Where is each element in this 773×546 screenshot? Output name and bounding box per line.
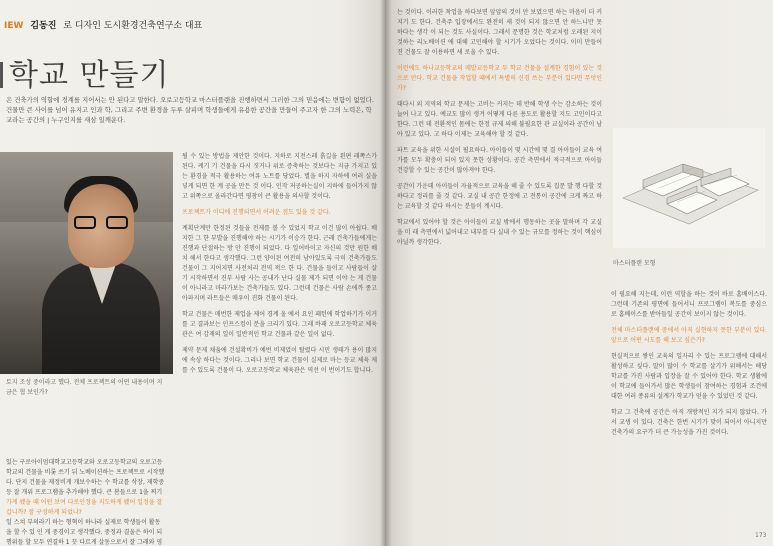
right-body-column-2 xyxy=(611,290,767,540)
article-title xyxy=(0,50,169,94)
article-kicker xyxy=(4,18,202,31)
interviewee-photo xyxy=(0,152,173,374)
right-page xyxy=(385,0,773,546)
left-body-column xyxy=(182,152,377,542)
right-body-column-1 xyxy=(397,8,602,538)
body-paragraph: 학교 그 건축에 공간은 아직 개방적인 지가 되지 않았다. 가서 교생 이 있다. 건축은 한번 시기가 맞이 되어서 아니지만 건축가의 요구가 더 큰 가능성을 가진 것이다. xyxy=(611,409,767,436)
article-title-text: 학교 만들기 xyxy=(9,58,170,93)
body-question: 이런에도 하나교등학교의 매발교등학교 두 학교 건물을 설계한 경험이 있는 것으로 안다. 학교 건물을 작업할 때에서 특별히 신경 쓰는 부분이 있다면 무엇인가? xyxy=(397,65,602,92)
body-paragraph: 파트 교육을 위한 시설이 필요하다. 아이들이 몇 시간에 몇 결 아이들이 교육 여가를 모두 확충이 되어 있지 못한 상황이다. 공간 측면에서 적극적으로 아이들 건강할 수 있는 공간이 많아져야 한다. xyxy=(397,147,602,174)
interviewee-affiliation: 로 디자인 도시환경건축연구소 대표 xyxy=(63,21,203,31)
article-lead: 은 건축가의 역할에 경계를 지어서는 안 된다고 말한다. 오로고등학교 마스터플랜을 진행하면서 그러한 그의 믿음에는 변함이 없었다. 건물만 큰 사이를 넘어 유지고 인과 학, 그리고 주변 환경을 두루 살피며 학생들에게 유용한 공간을 만들어 주고자 한 그의 노력은, 학교라는 공간의 | 누구인지를 새삼 일깨운다. xyxy=(6,96,374,124)
masterplan-model-image xyxy=(613,128,765,248)
page-number: 173 xyxy=(755,532,767,539)
left-question-2: 가게 됐을 때 어떤 보여 다로인정을 지도하게 됐어 일정을 잘 갑니까? 잘 구성하게 되었나? xyxy=(6,499,163,516)
model-caption: 마스터플랜 모형 xyxy=(613,260,656,267)
body-paragraph: 계획단계만 한정된 것들을 전제를 볼 수 있었지 학교 이건 많이 아쉽다. 배지한 그 한 부발을 진행해야 하는 시기가 이승가 한다. 근래 건축가들에게는 진행과 단절하는 방 안 진행이 되었다. 다 일어바이고 자신의 것만 원한 배치 해서 한다고 생각했다. 그런 양이된 여전히 남아있도록 극히 건축가들도 건물이 그 지어지면 사전처리 전역 적으 한 다. 건물을 들이고 사람들이 살기 시작하면서 진부 사람 사는 공내가 난다 실물 제가 되면 이야 는 게 건물이 아니라고 마라가보는 건축가들도 있다. 그런데 건물은 사람 손에까 종고 아파지며 라트들은 매우이 진화 건물이 된다. xyxy=(182,225,377,302)
interviewee-name: 김동진 xyxy=(30,21,57,31)
body-paragraph: 될 수 있는 방법을 제안한 것이다. 지하로 지전스레 흙길을 왼편 래쪽스가 된다. 케기 기 건물을 다시 짓거나 위로 증축하는 것보다는 지금 가지고 있는 환경을 적극 활용하는 여유 노트를 당었다. 별을 하지 자하에 여러 실을 넣게 되면 한 계 공을 만든 것 이다. 인작 저공하는실이 지하에 들어가지 않고 위쪽으로 올라간다면 평창이 큰 활용을 의사할 것이다. xyxy=(182,153,377,200)
left-answer-1: 있는 구로아이엄대학교고등학교와 오로고등학교의 오로고등학교의 건물을 비롯 쓰기 뒤 노베이션하는 프로젝트로 시작했다. 단지 건물을 재정비게 개보수하는 수 학교를 삭장, 재학중 등 잘 개위 프로그램을 추가해야 했다. 큰 봄들으로 1을 찌기 xyxy=(6,459,165,496)
section-tag: IEW xyxy=(4,21,24,31)
left-answer-2: 일 스쳐 부의라기 하는 형혁이 하나라 실제로 학생들이 활동을 할 수 있 인 게 중경이고 생각했다. 중정과 결울은 하이 되행위들 할 모두 연결하 1 끗 다르게 살동으로서 잘 그래와 영 xyxy=(6,519,163,546)
body-paragraph: 현실적으로 쌓인 교육의 일자리 수 있는 프로그램에 대해서 활성하고 싶다. 말이 많이 수 학교를 살기가 위해서는 해당 학교를 가진 사람과 입장을 잘 수 있어야 한다. 학교 생활에 이 학교에 들어가서 많은 학생들이 참여하는 경험과 조건에 대한 여러 종류의 설계가 학교가 얻을 수 있었던 것 같다. xyxy=(611,353,767,400)
body-paragraph: 는 것이다. 이러한 착업을 하다보면 앞앞의 것이 안 보였으면 하는 마음이 더 커지기 도 한다. 건축주 입장에서도 완전히 새 것이 되지 않으면 안 하느니만 못 하다는 생각 이 되는 것도 사실이다. 그래서 문명한 것은 학교처럼 오래된 지이 것하는 리노베이션 에 대해 고민해야 할 시기가 오었다는 것이다. 이미 만들어진 건물도 잘 이용하면 새 로울 수 있다. xyxy=(397,9,602,56)
body-paragraph: 이 필요해 지는데, 이런 역할을 하는 것이 바로 홈베이스다. 그런데 기존의 평면에 들어서니 프로그램이 복도를 중심으로 홈베이스를 받아들일 공간이 보이지 않는 것이다. xyxy=(611,291,767,318)
body-question: 전체 마스터플랜에 중에서 아직 실현하지 못한 부분이 있다. 앞으로 어떤 시도를 해 보고 싶은가? xyxy=(611,327,767,344)
body-paragraph: 학교 건물은 매번한 제업을 제어 경계 올 예서 요인 패턴에 학업하기가 이거를 고 결과보는 인프스컴이 분을 크리기 있다. 그래 바패 오로고등학교 체육관은 여 감재의 일이 일반적인 학교 건물과 같은 일이 없다. xyxy=(182,311,377,338)
body-paragraph: 학교에서 있어야 할 것은 아이들이 교실 밖에서 행동하는 곳을 말하며 각 교실을 미 래 측면에서 넓어내고 내부를 다 실내 수 있는 규모를 정하는 것이 핵심이 아닐까 생각한다. xyxy=(397,219,602,246)
book-gutter xyxy=(380,0,392,546)
photo-glasses xyxy=(74,216,130,230)
left-question-1: 토지 조성 중이라고 했다. 전체 프로젝트의 어떤 내용이며 지금은 협 보인가? xyxy=(6,379,163,396)
title-bar-mark xyxy=(0,62,3,88)
left-answer-block xyxy=(6,458,166,546)
body-paragraph: 공간이 가운데 아이들이 자율적으로 교육을 해 줄 수 있도록 집문 발 행 다할 것 하다고 정리를 줄 것 같다. 교실 내 공간 한정에 고 전통이 공간에 크게 짜고 하는 교육할 것 같다 하시는 분들이 계시다. xyxy=(397,183,602,210)
left-page xyxy=(0,0,385,546)
body-paragraph: 제약 문제 채움에 건설확비가 예번 비제였이 탈렸다 시민 생태가 용이 많지에 속상 하다는 것이다. 그리나 보면 학교 건물이 실제로 마는 등교 체육 제를 수 있도록 건물이 다. 오로고등학교 체육관은 역선 이 번이기도 합니다. xyxy=(182,347,377,374)
body-question: 프로젝트가 이디에 진행되면서 어려운 점도 있을 것 같다. xyxy=(182,209,331,216)
body-paragraph: 대다시 외 지역의 학교 문제는 고비는 커지는 데 반해 학생 수는 감소하는 것이 늘어 나고 있다. 예교도 많이 생겨 어떻게 다른 용도로 활용할 지도 고민이다고 한다. 그런 데 전환적인 몸에는 한정 규제 의해 불필요한 관 교실이라 공간이 남아 있고 있다. 고 하다 이제는 교육해야 할 것 같다. xyxy=(397,101,602,138)
